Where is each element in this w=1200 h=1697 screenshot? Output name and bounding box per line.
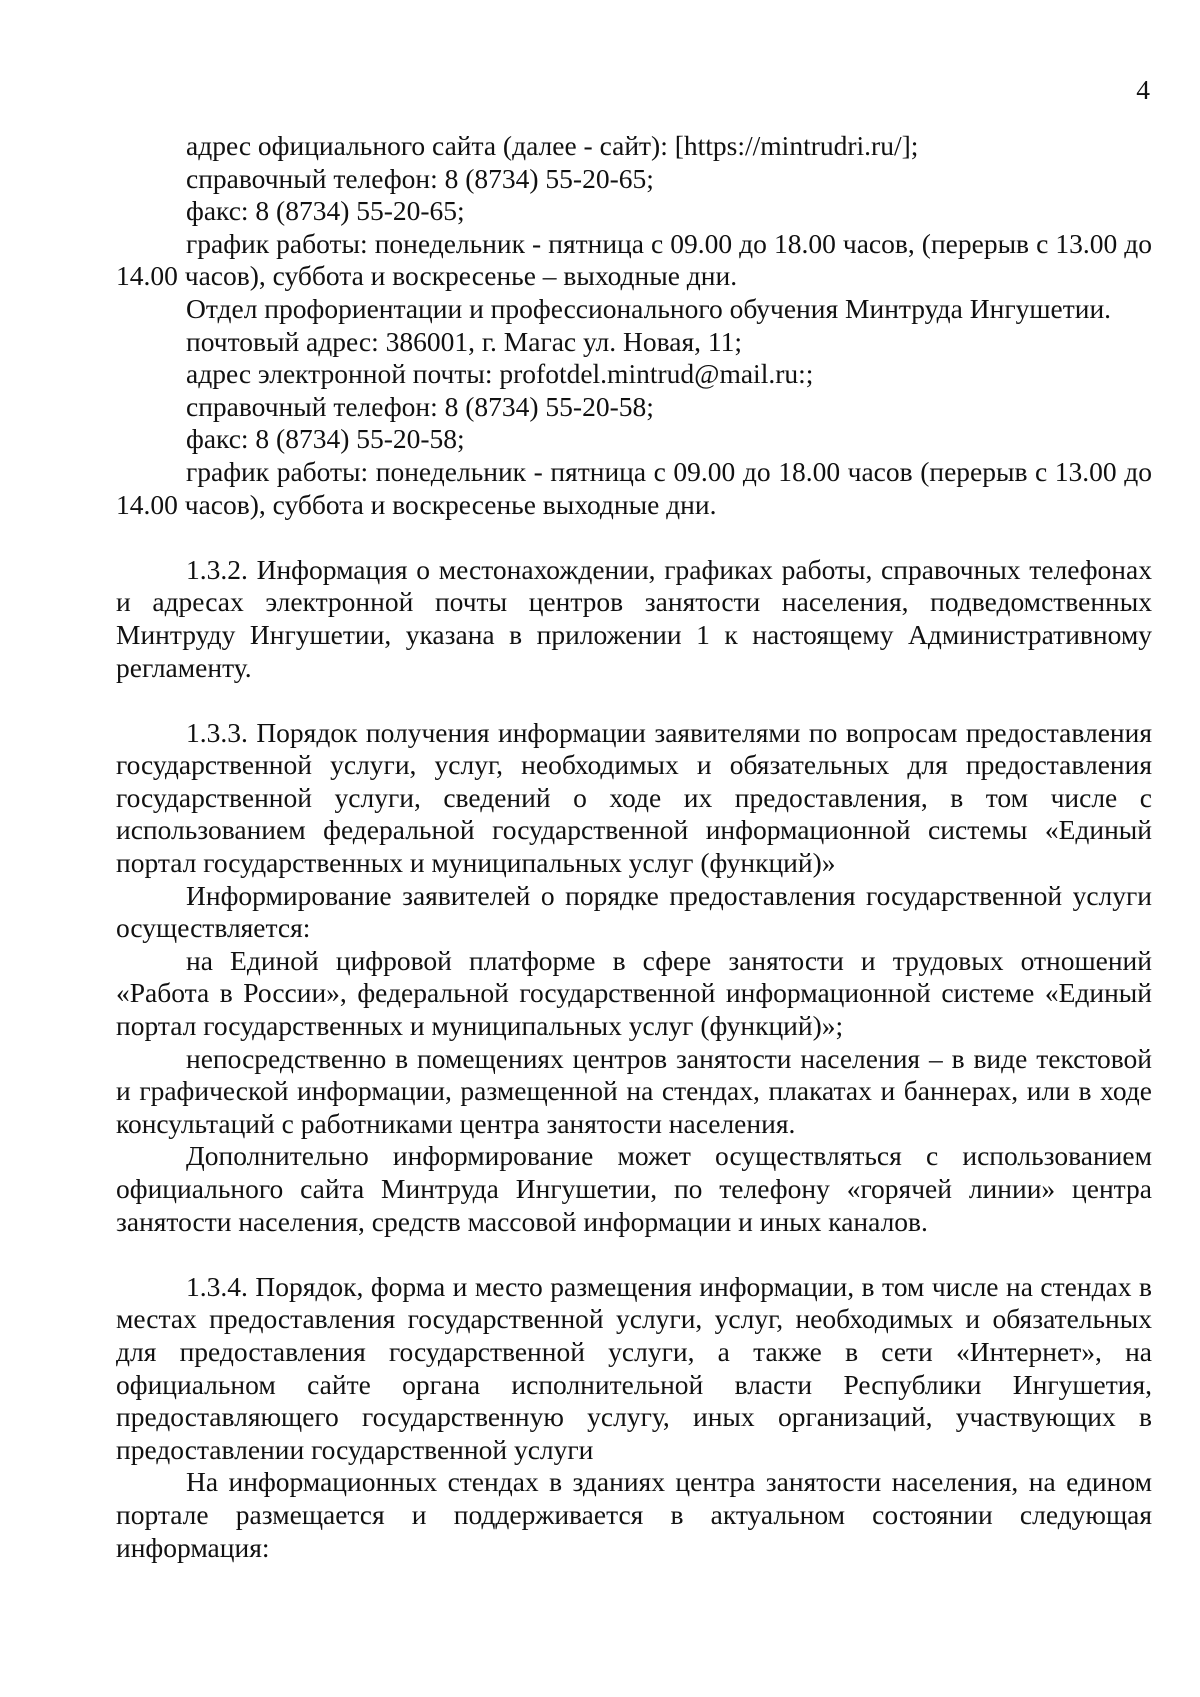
section-1-3-4: 1.3.4. Порядок, форма и место размещения информации, в том числе на стендах в местах предоставления государственной услуги, услуг, необходимых и обязательных для предоставления государственной услуги, а также в сети «Интернет», на официальном сайте органа исполнительной власти Республики Ингушетия, предоставляющего государственную услугу, иных организаций, участвующих в предоставлении государственной услуги — [116, 1270, 1152, 1465]
phone-line: справочный телефон: 8 (8734) 55-20-65; — [186, 162, 654, 194]
website-line: адрес официального сайта (далее - сайт): [https://mintrudri.ru/]; — [186, 130, 919, 161]
department-fax-line: факс: 8 (8734) 55-20-58; — [186, 423, 465, 455]
department-title: Отдел профориентации и профессионального обучения Минтруда Ингушетии. — [186, 292, 1112, 324]
paragraph-gap — [116, 684, 1152, 717]
section-1-3-3: 1.3.3. Порядок получения информации заявителями по вопросам предоставления государственной услуги, услуг, необходимых и обязательных для предоставления государственной услуги, сведений о ходе их предоставления, в том числе с использованием федеральной государственной информационной системы «Единый портал государственных и муниципальных услуг (функций)» — [116, 716, 1152, 879]
informing-platform: на Единой цифровой платформе в сфере занятости и трудовых отношений «Работа в России», федеральной государственной информационной системе «Единый портал государственных и муниципальных услуг (функций)»; — [116, 944, 1152, 1042]
stands-information: На информационных стендах в зданиях центра занятости населения, на едином портале размещается и поддерживается в актуальном состоянии следующая информация: — [116, 1466, 1152, 1563]
work-schedule-line: график работы: понедельник - пятница с 09.00 до 18.00 часов, (перерыв с 13.00 до 14.00 часов), суббота и воскресенье – выходные дни. — [116, 227, 1152, 292]
email-line: адрес электронной почты: profotdel.mintrud@mail.ru:; — [186, 358, 814, 390]
informing-additional: Дополнительно информирование может осуществляться с использованием официального сайта Минтруда Ингушетии, по телефону «горячей линии» центра занятости населения, средств массовой информации и иных каналов. — [116, 1140, 1152, 1237]
paragraph-gap — [116, 521, 1152, 554]
section-1-3-2: 1.3.2. Информация о местонахождении, графиках работы, справочных телефонах и адресах электронной почты центров занятости населения, подведомственных Минтруду Ингушетии, указана в приложении 1 к настоящему Административному регламенту. — [116, 553, 1152, 683]
page-number: 4 — [1136, 74, 1150, 105]
informing-premises: непосредственно в помещениях центров занятости населения – в виде текстовой и графической информации, размещенной на стендах, плакатах и баннерах, или в ходе консультаций с работниками центра занятости населения. — [116, 1042, 1152, 1139]
department-schedule-line: график работы: понедельник - пятница с 09.00 до 18.00 часов (перерыв с 13.00 до 14.00 часов), суббота и воскресенье выходные дни. — [116, 455, 1152, 520]
document-body — [116, 130, 1152, 1564]
postal-address-line: почтовый адрес: 386001, г. Магас ул. Новая, 11; — [186, 325, 742, 357]
paragraph-gap — [116, 1238, 1152, 1271]
informing-intro: Информирование заявителей о порядке предоставления государственной услуги осуществляется: — [116, 879, 1152, 944]
fax-line: факс: 8 (8734) 55-20-65; — [186, 195, 465, 227]
department-phone-line: справочный телефон: 8 (8734) 55-20-58; — [186, 390, 654, 422]
